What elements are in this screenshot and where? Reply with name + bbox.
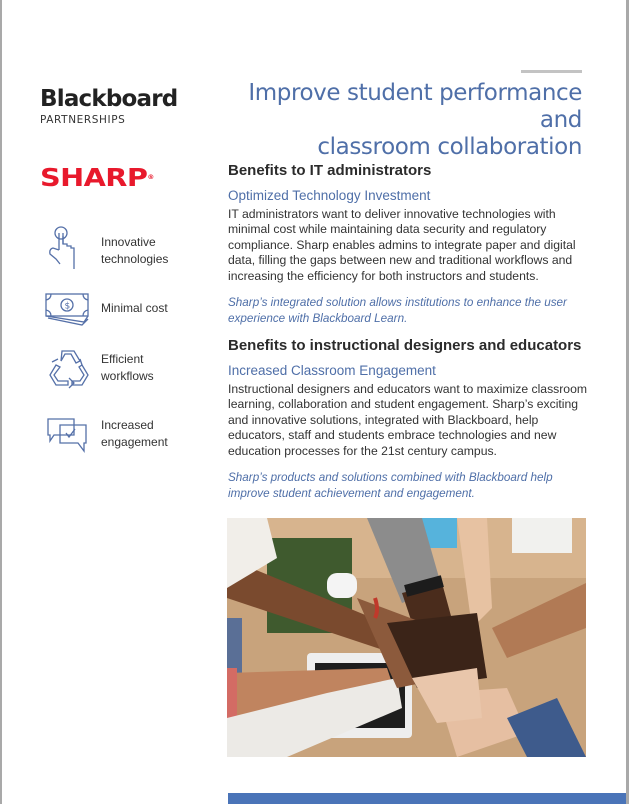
feature-label-line1: Innovative [101,235,156,249]
recycle-icon [44,345,92,393]
chat-check-icon [44,411,92,459]
hands-stacked-photo [227,518,586,757]
feature-increased-engagement [44,411,168,459]
feature-minimal-cost [44,284,168,332]
section-instructional-designers [228,337,588,502]
feature-label-line2: technologies [101,252,169,266]
page-title-line2: classroom collaboration [317,134,582,160]
footer-accent-bar [228,793,626,804]
section-quote: Sharp’s integrated solution allows institutions to enhance the user experience with Blackboard Learn. [228,296,567,326]
page-title-line1: Improve student performance and [248,80,582,133]
page-edge-left [0,0,2,804]
section-body: IT administrators want to deliver innovative technologies with minimal cost while maintaining data security and regulatory compliance. Sharp enables admins to integrate paper and digital data, filling the gaps between new and traditional workflows and increasing the efficiency for both instructors and students. [228,207,576,283]
feature-label-line2: workflows [101,369,154,383]
photo-illustration [227,518,586,757]
feature-efficient-workflows [44,345,154,393]
blackboard-wordmark: Blackboard [40,86,178,112]
page-title [202,80,582,161]
blackboard-partnerships-logo [40,86,177,126]
registered-mark: ® [147,174,154,181]
section-subheading: Increased Classroom Engagement [228,363,436,378]
section-subheading: Optimized Technology Investment [228,188,431,203]
money-bills-icon [44,284,92,332]
feature-label-line1: Efficient [101,352,144,366]
feature-label-line1: Minimal cost [101,301,168,315]
svg-text:$: $ [64,301,71,312]
feature-innovative-technologies [44,224,169,272]
hand-tap-icon [44,224,92,272]
section-heading: Benefits to IT administrators [228,162,432,179]
partnerships-subtitle: PARTNERSHIPS [40,114,126,126]
feature-label-line2: engagement [101,435,168,449]
title-accent-rule [521,70,582,73]
section-it-administrators [228,162,588,327]
sharp-logo [40,164,154,192]
feature-label-line1: Increased [101,418,154,432]
section-quote: Sharp’s products and solutions combined with Blackboard help improve student achievement and engagement. [228,471,553,501]
section-body: Instructional designers and educators want to maximize classroom learning, collaboration and student engagement. Sharp’s exciting and innovative solutions, integrated with Blackboard, help educators, staff and students embrace technologies and new education processes for the 21st century campus. [228,382,588,458]
sharp-wordmark: SHARP [40,163,148,192]
section-heading: Benefits to instructional designers and educators [228,337,582,354]
